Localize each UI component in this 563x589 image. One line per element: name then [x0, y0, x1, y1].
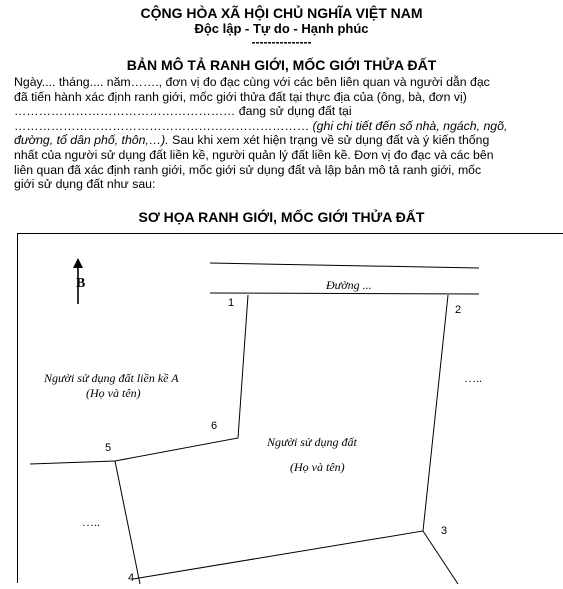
parcel-boundary — [115, 295, 248, 584]
point-label-6: 6 — [211, 420, 218, 432]
road-label: Đường ... — [326, 278, 372, 292]
separator-line: --------------- — [251, 35, 312, 49]
body-line — [14, 133, 550, 148]
body-line: Ngày.... tháng.... năm……., đơn vị đo đạc cùng với các bên liên quan và người dẫn đạc — [14, 75, 490, 89]
point-label-2: 2 — [455, 304, 462, 316]
neighbor-boundary-lower-right — [423, 531, 458, 584]
neighbor-a-subtitle: (Họ và tên) — [86, 386, 141, 400]
owner-subtitle: (Họ và tên) — [290, 460, 345, 474]
neighbor-a-name: Người sử dụng đất liền kề A — [44, 371, 179, 385]
owner-name: Người sử dụng đất — [267, 435, 357, 449]
body-line: nhất của người sử dụng đất liền kề, người quản lý đất liền kề. Đơn vị đo đạc và các bên — [14, 147, 494, 162]
body-line-main: Sau khi xem xét hiện trạng về sử dụng đất và ý kiến thống — [168, 133, 490, 148]
body-line-main: ……………………………………………………………… — [14, 118, 310, 133]
body-line: đã tiến hành xác định ranh giới, mốc giới thửa đất tại thực địa của (ông, bà, đơn vị) — [14, 89, 467, 104]
dots-left: ….. — [82, 515, 100, 529]
sketch-title: SƠ HỌA RANH GIỚI, MỐC GIỚI THỬA ĐẤT — [138, 209, 425, 225]
body-line-note: đường, tổ dân phố, thôn,…). — [14, 133, 169, 148]
body-line: liên quan đã xác định ranh giới, mốc giới sử dụng đất và lập bản mô tả ranh giới, mốc — [14, 162, 482, 177]
body-line — [14, 119, 550, 134]
body-line: ……………………………………………… đang sử dụng đất tại — [14, 104, 352, 119]
body-paragraph — [14, 75, 550, 192]
nation-heading: CỘNG HÒA XÃ HỘI CHỦ NGHĨA VIỆT NAM — [140, 5, 423, 21]
point-label-5: 5 — [105, 442, 112, 454]
road-line-bottom — [210, 293, 479, 294]
neighbor-boundary-left — [30, 461, 115, 464]
sketch-drawing — [18, 234, 563, 584]
dots-right: ….. — [464, 371, 482, 385]
sketch-frame — [17, 233, 563, 583]
road-line-top — [210, 263, 479, 268]
motto-heading: Độc lập - Tự do - Hạnh phúc — [194, 21, 369, 36]
point-label-4: 4 — [128, 572, 135, 584]
body-line-note: (ghi chi tiết đến số nhà, ngách, ngõ, — [309, 118, 508, 133]
point-label-1: 1 — [228, 297, 235, 309]
body-line: giới sử dụng đất như sau: — [14, 177, 156, 192]
document-title: BẢN MÔ TẢ RANH GIỚI, MỐC GIỚI THỬA ĐẤT — [126, 57, 437, 73]
point-label-3: 3 — [441, 525, 448, 537]
north-label: B — [76, 276, 86, 291]
